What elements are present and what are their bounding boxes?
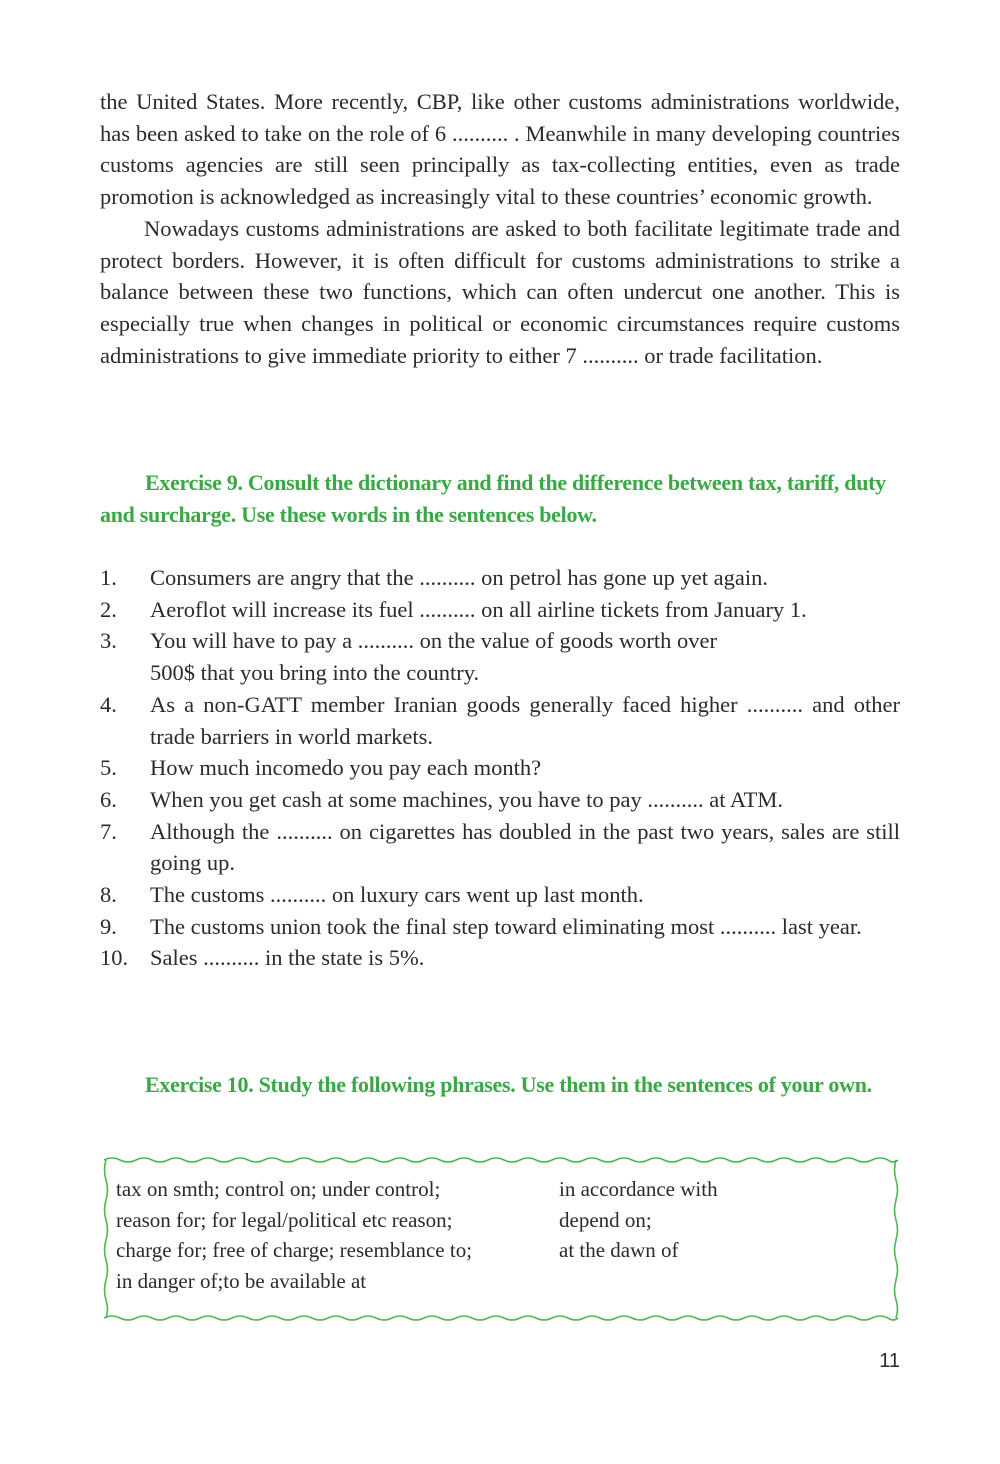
item-text: Aeroflot will increase its fuel .......... on all airline tickets from January 1. xyxy=(150,596,807,622)
page-number: 11 xyxy=(879,1350,900,1372)
item-number: 4. xyxy=(100,691,117,717)
phrase-line: in danger of;to be available at xyxy=(116,1268,367,1293)
exercise-9-heading: Exercise 9. Consult the dictionary and find the difference between tax, tariff, duty and surcharge. Use these words in the sentences below. xyxy=(100,470,886,527)
list-item xyxy=(100,562,900,594)
item-text: As a non-GATT member Iranian goods generally faced higher .......... and other trade barriers in world markets. xyxy=(150,691,900,749)
item-number: 3. xyxy=(100,628,117,654)
phrase-line: depend on; xyxy=(559,1207,652,1232)
list-item xyxy=(100,625,900,688)
item-text: You will have to pay a .......... on the value of goods worth over 500$ that you bring into the country. xyxy=(150,628,718,686)
item-text: Although the .......... on cigarettes has doubled in the past two years, sales are still going up. xyxy=(150,818,900,876)
item-number: 8. xyxy=(100,882,117,908)
phrase-line: in accordance with xyxy=(559,1177,718,1201)
list-item xyxy=(100,752,900,784)
list-item xyxy=(100,594,900,626)
phrase-column-left xyxy=(116,1174,472,1296)
paragraph-customs-balance: Nowadays customs administrations are asked to both facilitate legitimate trade and protect borders. However, it is often difficult for customs administrations to strike a balance between these two functions, which can often undercut one another. This is especially true when changes in political or economic circumstances require customs administrations to give immediate priority to either 7 .......... or trade facilitation. xyxy=(100,215,900,368)
item-text: Consumers are angry that the .......... on petrol has gone up yet again. xyxy=(150,565,768,590)
item-number: 10. xyxy=(100,945,129,971)
item-number: 1. xyxy=(100,565,117,590)
item-text: The customs union took the final step toward eliminating most .......... last year. xyxy=(150,913,862,939)
item-number: 5. xyxy=(100,755,117,781)
wavy-border-top xyxy=(104,1158,898,1162)
exercise-10-heading: Exercise 10. Study the following phrases. Use them in the sentences of your own. xyxy=(145,1072,872,1097)
exercise-9-sentence-list xyxy=(100,562,900,974)
item-number: 7. xyxy=(100,818,117,844)
item-text: Sales .......... in the state is 5%. xyxy=(150,945,425,971)
list-item xyxy=(100,784,900,816)
phrase-box xyxy=(100,1148,902,1328)
phrase-line: at the dawn of xyxy=(559,1238,679,1262)
item-text: How much incomedo you pay each month? xyxy=(150,755,542,781)
list-item xyxy=(100,942,900,974)
item-text: When you get cash at some machines, you have to pay .......... at ATM. xyxy=(150,786,783,812)
list-item xyxy=(100,816,900,879)
item-number: 6. xyxy=(100,786,117,812)
item-number: 2. xyxy=(100,596,117,622)
phrase-column-right xyxy=(559,1174,718,1266)
item-text: The customs .......... on luxury cars went up last month. xyxy=(150,882,644,908)
list-item xyxy=(100,911,900,943)
wavy-border-left xyxy=(105,1160,108,1318)
phrase-line: reason for; for legal/political etc reason; xyxy=(116,1207,453,1232)
list-item xyxy=(100,879,900,911)
phrase-line: tax on smth; control on; under control; xyxy=(116,1177,441,1201)
paragraph-continuation: the United States. More recently, CBP, like other customs administrations worldwide, has been asked to take on the role of 6 .......... . Meanwhile in many developing countries customs agencies are still seen principally as tax-collecting entities, even as trade promotion is acknowledged as increasingly vital to these countries’ economic growth. xyxy=(100,89,900,210)
page-content xyxy=(100,86,900,1097)
wavy-border-right xyxy=(895,1160,898,1318)
phrase-line: charge for; free of charge; resemblance to; xyxy=(116,1238,473,1262)
list-item xyxy=(100,689,900,752)
item-number: 9. xyxy=(100,913,117,939)
wavy-border-bottom xyxy=(104,1316,898,1320)
